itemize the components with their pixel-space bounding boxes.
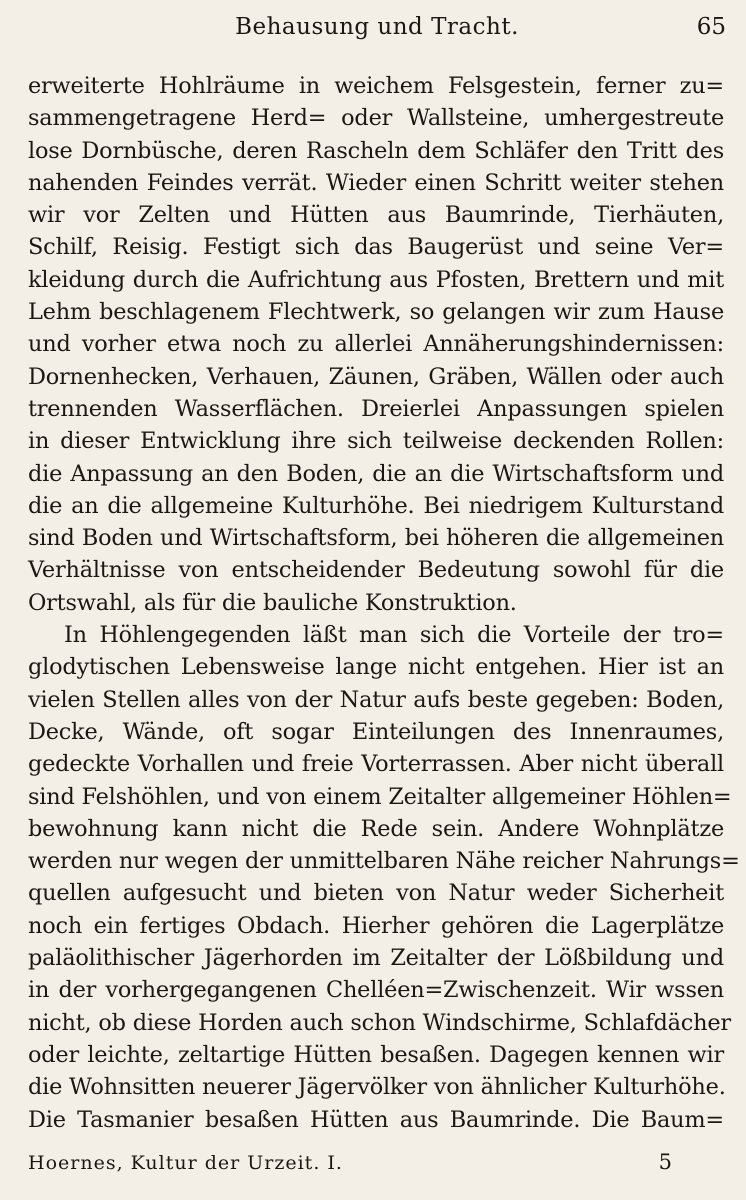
text-line: die Wohnsitten neuerer Jägervölker von ähnlicher Kulturhöhe. (28, 1074, 726, 1101)
text-line: noch ein fertiges Obdach. Hierher gehören die Lagerplätze (28, 912, 724, 939)
text-line: bewohnung kann nicht die Rede sein. Andere Wohnplätze (28, 815, 724, 842)
page-footer (28, 1148, 724, 1182)
text-line: quellen aufgesucht und bieten von Natur weder Sicherheit (28, 880, 724, 907)
text-line: erweiterte Hohlräume in weichem Felsgestein, ferner zu= (28, 73, 724, 99)
text-line: wir vor Zelten und Hütten aus Baumrinde, Tierhäuten, (28, 202, 724, 229)
text-line: vielen Stellen alles von der Natur aufs beste gegeben: Boden, (28, 686, 724, 713)
text-line: Die Tasmanier besaßen Hütten aus Baumrinde. Die Baum= (28, 1106, 724, 1133)
text-line: Schilf, Reisig. Festigt sich das Baugerüst und seine Ver= (28, 234, 724, 261)
text-line: nahenden Feindes verrät. Wieder einen Schritt weiter stehen (28, 169, 724, 196)
text-line: sammengetragene Herd= oder Wallsteine, umhergestreute (28, 105, 724, 132)
body-text (28, 70, 740, 1136)
text-line: Verhältnisse von entscheidender Bedeutung sowohl für die (28, 557, 724, 584)
text-line: die Anpassung an den Boden, die an die Wirtschaftsform und (28, 460, 724, 487)
running-head (28, 8, 726, 48)
signature-line: Hoernes, Kultur der Urzeit. I. (28, 1152, 343, 1174)
text-line: in dieser Entwicklung ihre sich teilweise deckenden Rollen: (28, 428, 724, 455)
text-line: werden nur wegen der unmittelbaren Nähe reicher Nahrungs= (28, 848, 740, 875)
text-line: In Höhlengegenden läßt man sich die Vorteile der tro= (64, 622, 724, 649)
paragraph-2 (28, 619, 740, 1136)
page-number: 65 (696, 14, 726, 40)
sheet-number: 5 (658, 1150, 672, 1174)
text-line: oder leichte, zeltartige Hütten besaßen. Dagegen kennen wir (28, 1041, 724, 1068)
text-line: Ortswahl, als für die bauliche Konstruktion. (28, 589, 517, 616)
text-line: lose Dornbüsche, deren Rascheln dem Schläfer den Tritt des (28, 137, 724, 164)
text-line: kleidung durch die Aufrichtung aus Pfosten, Brettern und mit (28, 266, 724, 293)
text-line: Dornenhecken, Verhauen, Zäunen, Gräben, Wällen oder auch (28, 363, 724, 390)
text-line: die an die allgemeine Kulturhöhe. Bei niedrigem Kulturstand (28, 492, 724, 519)
text-line: glodytischen Lebensweise lange nicht entgehen. Hier ist an (28, 654, 724, 681)
text-line: sind Felshöhlen, und von einem Zeitalter allgemeiner Höhlen= (28, 783, 732, 810)
text-line: und vorher etwa noch zu allerlei Annäherungshindernissen: (28, 331, 724, 358)
text-line: paläolithischer Jägerhorden im Zeitalter der Lößbildung und (28, 945, 724, 972)
text-line: Decke, Wände, oft sogar Einteilungen des Innenraumes, (28, 718, 724, 745)
text-line: Lehm beschlagenem Flechtwerk, so gelangen wir zum Hause (28, 299, 724, 326)
text-line: gedeckte Vorhallen und freie Vorterrassen. Aber nicht überall (28, 751, 724, 778)
text-line: in der vorhergegangenen Chelléen=Zwischenzeit. Wir wssen (28, 977, 724, 1004)
text-line: sind Boden und Wirtschaftsform, bei höheren die allgemeinen (28, 525, 724, 552)
text-line: trennenden Wasserflächen. Dreierlei Anpassungen spielen (28, 395, 724, 422)
text-line: nicht, ob diese Horden auch schon Windschirme, Schlafdächer (28, 1009, 731, 1036)
running-title: Behausung und Tracht. (235, 14, 519, 40)
paragraph-1 (28, 70, 724, 619)
